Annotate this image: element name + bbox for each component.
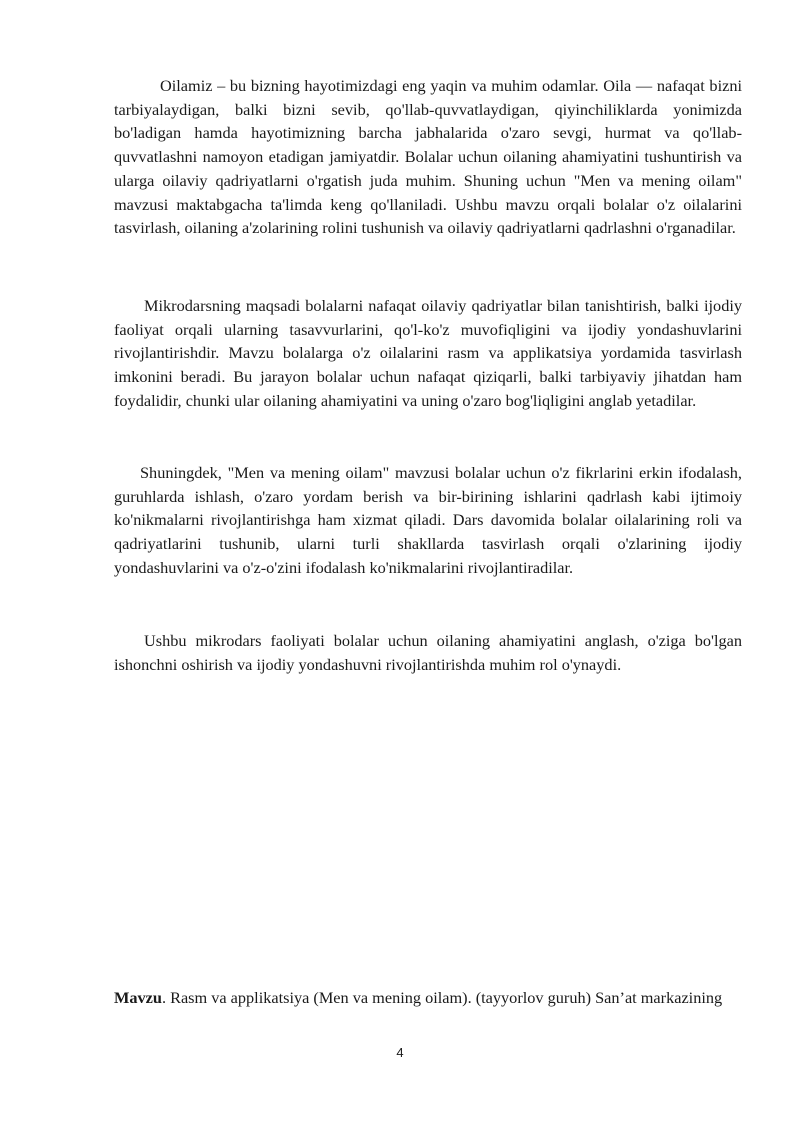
paragraph-conclusion: Ushbu mikrodars faoliyati bolalar uchun oilaning ahamiyatini anglash, o'ziga bo'lgan ishonchni oshirish va ijodiy yondashuvni rivojlantirishda muhim rol o'ynaydi. xyxy=(114,631,742,674)
paragraph-social-skills: Shuningdek, "Men va mening oilam" mavzusi bolalar uchun o'z fikrlarini erkin ifodalash, guruhlarda ishlash, o'zaro yordam berish va bir-birining ishlarini qadrlash kabi ijtimoiy ko'nikmalarni rivojlantirishga ham xizmat qiladi. Dars davomida bolalar oilalarining roli va qadriyatlarini tushunib, ularni turli shakllarda tasvirlash orqali o'zlarining ijodiy yondashuvlarini va o'z-o'zini ifodalash ko'nikmalarini rivojlantiradilar. xyxy=(114,463,742,577)
topic-line xyxy=(114,986,742,1010)
topic-text: . Rasm va applikatsiya (Men va mening oilam). (tayyorlov guruh) San’at markazining xyxy=(161,988,723,1007)
paragraph-goal: Mikrodarsning maqsadi bolalarni nafaqat oilaviy qadriyatlar bilan tanishtirish, balki ijodiy faoliyat orqali ularning tasavvurlarini, qo'l-ko'z muvofiqligini va ijodiy yondashuvlarini rivojlantirishdir. Mavzu bolalarga o'z oilalarini rasm va applikatsiya yordamida tasvirlash imkonini beradi. Bu jarayon bolalar uchun nafaqat qiziqarli, balki tarbiyaviy jihatdan ham foydalidir, chunki ular oilaning ahamiyatini va uning o'zaro bog'liqligini anglab yetadilar. xyxy=(114,296,742,410)
paragraph-intro: Oilamiz – bu bizning hayotimizdagi eng yaqin va muhim odamlar. Oila — nafaqat bizni tarbiyalaydigan, balki bizni sevib, qo'llab-quvvatlaydigan, qiyinchiliklarda yonimizda bo'ladigan hamda hayotimizning barcha jabhalarida o'zaro sevgi, hurmat va qo'llab-quvvatlashni namoyon etadigan jamiyatdir. Bolalar uchun oilaning ahamiyatini tushuntirish va ularga oilaviy qadriyatlarni o'rgatish juda muhim. Shuning uchun "Men va mening oilam" mavzusi maktabgacha ta'limda keng qo'llaniladi. Ushbu mavzu orqali bolalar o'z oilalarini tasvirlash, oilaning a'zolarining rolini tushunish va oilaviy qadriyatlarni qadrlashni o'rganadilar. xyxy=(114,76,742,238)
page-number: 4 xyxy=(396,1045,404,1060)
topic-label: Mavzu xyxy=(114,988,162,1007)
